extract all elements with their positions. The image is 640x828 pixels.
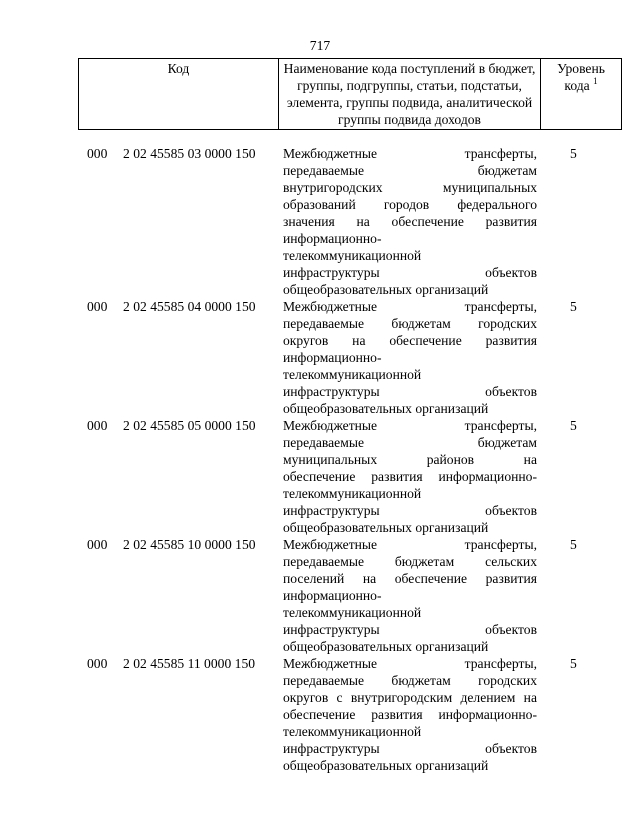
row-name-line: передаваемые бюджетам городских xyxy=(283,316,537,331)
row-revenue-code: 2 02 45585 11 0000 150 xyxy=(123,656,256,671)
row-name-line: инфраструктуры объектов xyxy=(283,503,537,518)
row-name-line: инфраструктуры объектов xyxy=(283,741,537,756)
row-admin-code: 000 xyxy=(87,418,108,433)
footnote-marker: 1 xyxy=(593,76,598,86)
table-row xyxy=(0,655,640,774)
row-name-line: инфраструктуры объектов xyxy=(283,265,537,280)
row-name-line: обеспечение развития информационно- xyxy=(283,469,537,484)
row-name-line: передаваемые бюджетам городских xyxy=(283,673,537,688)
header-code: Код xyxy=(79,59,279,130)
row-name-line: телекоммуникационной xyxy=(283,486,422,501)
row-admin-code: 000 xyxy=(87,299,108,314)
row-name xyxy=(283,145,537,298)
row-name-line: внутригородских муниципальных xyxy=(283,180,537,195)
row-admin-code: 000 xyxy=(87,656,108,671)
row-name-line: инфраструктуры объектов xyxy=(283,384,537,399)
row-name xyxy=(283,536,537,655)
row-name-line: обеспечение развития информационно- xyxy=(283,707,537,722)
row-name-line: округов на обеспечение развития xyxy=(283,333,537,348)
table-row xyxy=(0,145,640,298)
table-row xyxy=(0,536,640,655)
table-row xyxy=(0,298,640,417)
row-level: 5 xyxy=(570,418,577,433)
row-level: 5 xyxy=(570,299,577,314)
row-name-line: общеобразовательных организаций xyxy=(283,282,489,297)
table-body xyxy=(0,145,640,774)
row-revenue-code: 2 02 45585 05 0000 150 xyxy=(123,418,256,433)
row-name-line: Межбюджетные трансферты, xyxy=(283,418,537,433)
row-name-line: общеобразовательных организаций xyxy=(283,401,489,416)
row-revenue-code: 2 02 45585 10 0000 150 xyxy=(123,537,256,552)
row-name-line: телекоммуникационной xyxy=(283,724,422,739)
row-name-line: телекоммуникационной xyxy=(283,367,422,382)
row-name xyxy=(283,655,537,774)
row-name xyxy=(283,298,537,417)
row-name-line: информационно- xyxy=(283,231,382,246)
row-name-line: общеобразовательных организаций xyxy=(283,520,489,535)
header-level-label: Уровень кода xyxy=(557,61,605,93)
row-name-line: общеобразовательных организаций xyxy=(283,639,489,654)
table-row xyxy=(0,417,640,536)
row-name-line: информационно- xyxy=(283,350,382,365)
row-name-line: телекоммуникационной xyxy=(283,605,422,620)
row-revenue-code: 2 02 45585 04 0000 150 xyxy=(123,299,256,314)
row-name-line: телекоммуникационной xyxy=(283,248,422,263)
row-name xyxy=(283,417,537,536)
row-level: 5 xyxy=(570,146,577,161)
row-name-line: Межбюджетные трансферты, xyxy=(283,146,537,161)
table-header xyxy=(78,58,622,130)
header-level xyxy=(541,59,622,130)
row-admin-code: 000 xyxy=(87,146,108,161)
page-number: 717 xyxy=(309,38,331,53)
row-name-line: инфраструктуры объектов xyxy=(283,622,537,637)
header-name: Наименование кода поступлений в бюджет, группы, подгруппы, статьи, подстатьи, элемента, группы подвида, аналитической группы подвида доходов xyxy=(279,59,541,130)
row-name-line: Межбюджетные трансферты, xyxy=(283,537,537,552)
row-name-line: общеобразовательных организаций xyxy=(283,758,489,773)
row-name-line: образований городов федерального xyxy=(283,197,537,212)
row-name-line: передаваемые бюджетам xyxy=(283,435,537,450)
row-level: 5 xyxy=(570,656,577,671)
row-name-line: Межбюджетные трансферты, xyxy=(283,299,537,314)
row-revenue-code: 2 02 45585 03 0000 150 xyxy=(123,146,256,161)
row-name-line: муниципальных районов на xyxy=(283,452,537,467)
row-name-line: поселений на обеспечение развития xyxy=(283,571,537,586)
row-name-line: Межбюджетные трансферты, xyxy=(283,656,537,671)
row-admin-code: 000 xyxy=(87,537,108,552)
row-level: 5 xyxy=(570,537,577,552)
row-name-line: округов с внутригородским делением на xyxy=(283,690,537,705)
row-name-line: передаваемые бюджетам xyxy=(283,163,537,178)
row-name-line: информационно- xyxy=(283,588,382,603)
row-name-line: значения на обеспечение развития xyxy=(283,214,537,229)
row-name-line: передаваемые бюджетам сельских xyxy=(283,554,537,569)
